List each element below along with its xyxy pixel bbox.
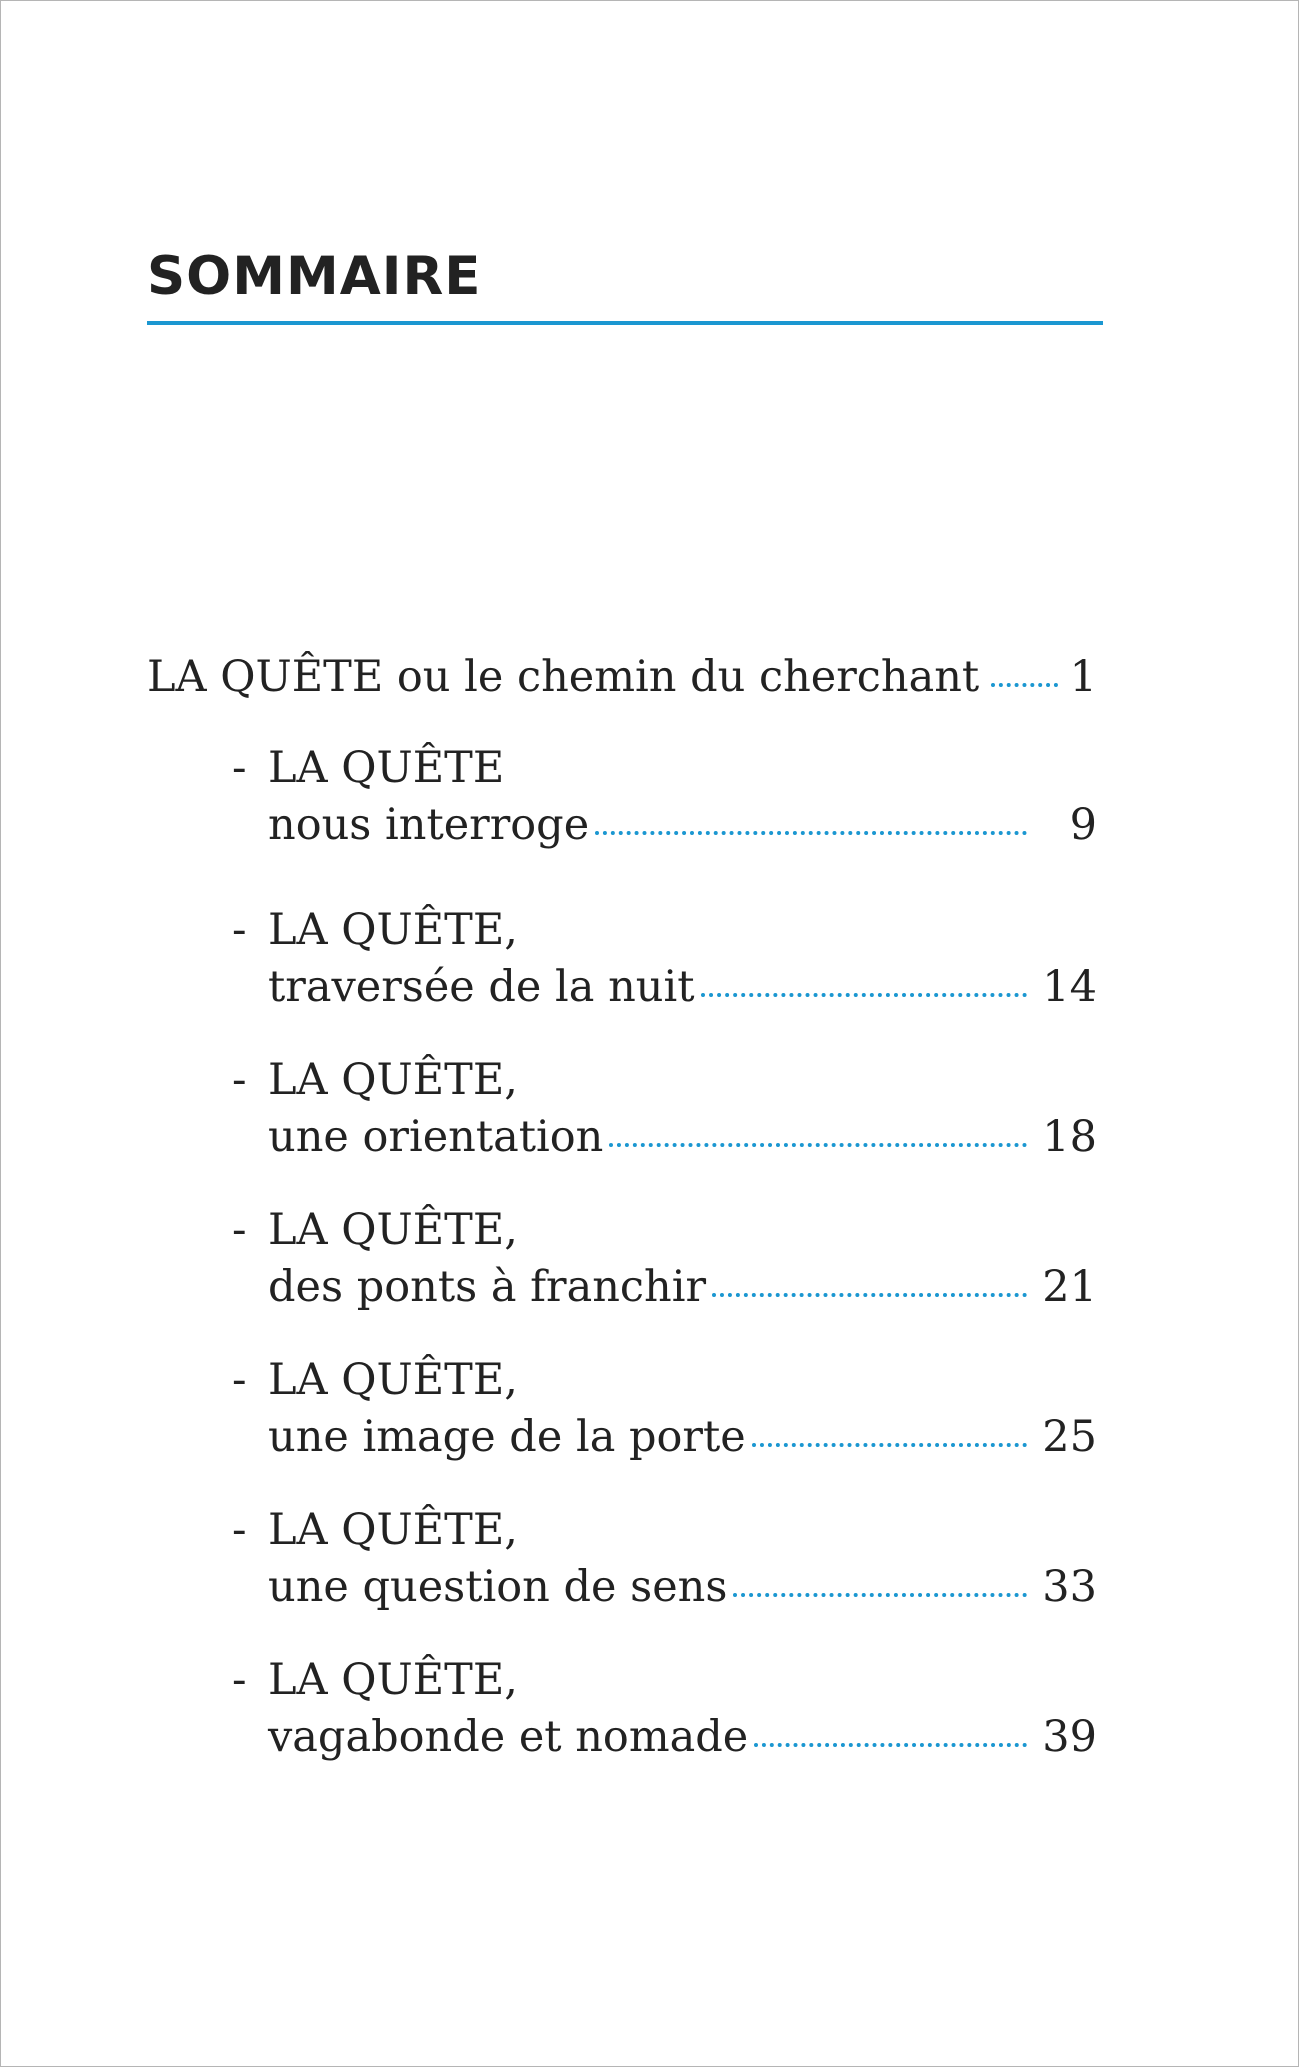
chapter-subtitle-line[interactable] [268,1705,1097,1769]
separator-dash: - [232,743,247,793]
chapter-title: LA QUÊTE, [268,1355,518,1405]
separator-dash: - [232,1205,247,1255]
dot-leader [754,1743,1027,1747]
toc-entry-title: LA QUÊTE ou le chemin du cherchant [147,652,980,702]
dot-leader [752,1443,1027,1447]
separator-dash: - [232,1055,247,1105]
chapter-subtitle: une question de sens [268,1562,728,1612]
chapter-subtitle-line[interactable] [268,1405,1097,1469]
toc-page-number: 1 [1069,652,1097,702]
dot-leader [733,1593,1027,1597]
chapter-heading[interactable] [0,898,700,962]
toc-page-number: 33 [1042,1562,1097,1612]
dot-leader [991,683,1057,687]
separator-dash: - [232,905,247,955]
separator-dash: - [232,1505,247,1555]
toc-page-number: 18 [1042,1112,1097,1162]
dot-leader [701,993,1027,997]
chapter-subtitle: une orientation [268,1112,604,1162]
chapter-subtitle: une image de la porte [268,1412,746,1462]
chapter-title: LA QUÊTE, [268,905,518,955]
toc-entry-intro[interactable] [147,645,1097,709]
toc-page-number: 9 [1069,800,1097,850]
chapter-title: LA QUÊTE, [268,1655,518,1705]
chapter-heading[interactable] [0,1498,700,1562]
toc-page-number: 21 [1042,1262,1097,1312]
separator-dash: - [232,1655,247,1705]
chapter-title: LA QUÊTE, [268,1205,518,1255]
chapter-subtitle-line[interactable] [268,1105,1097,1169]
chapter-subtitle-line[interactable] [268,793,1097,857]
dot-leader [595,831,1027,835]
page-title: SOMMAIRE [147,246,482,307]
title-underline [147,321,1103,325]
dot-leader [712,1293,1027,1297]
chapter-heading[interactable] [0,1048,700,1112]
chapter-title: LA QUÊTE [268,743,505,793]
chapter-subtitle-line[interactable] [268,1255,1097,1319]
chapter-subtitle: des ponts à franchir [268,1262,707,1312]
chapter-heading[interactable] [0,1348,700,1412]
dot-leader [609,1143,1027,1147]
chapter-title: LA QUÊTE, [268,1505,518,1555]
chapter-subtitle: vagabonde et nomade [268,1712,749,1762]
chapter-subtitle-line[interactable] [268,1555,1097,1619]
chapter-heading[interactable] [0,736,700,800]
chapter-subtitle: nous interroge [268,800,590,850]
toc-page-number: 39 [1042,1712,1097,1762]
chapter-heading[interactable] [0,1198,700,1262]
chapter-subtitle: traversée de la nuit [268,962,695,1012]
chapter-title: LA QUÊTE, [268,1055,518,1105]
chapter-heading[interactable] [0,1648,700,1712]
separator-dash: - [232,1355,247,1405]
toc-page-number: 25 [1042,1412,1097,1462]
toc-page-number: 14 [1042,962,1097,1012]
chapter-subtitle-line[interactable] [268,955,1097,1019]
